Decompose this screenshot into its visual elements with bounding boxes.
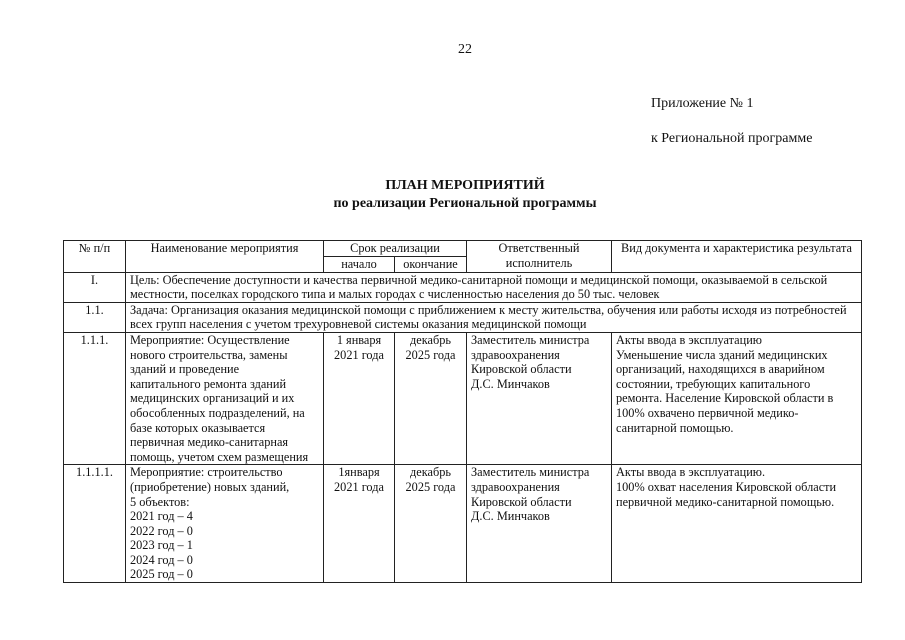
text-line: Уменьшение числа зданий медицинских (616, 347, 828, 362)
text-line: декабрь (410, 465, 451, 480)
end-date (395, 332, 467, 464)
header-responsible: Ответственный исполнитель (467, 241, 612, 273)
text-line: Кировской области (471, 362, 572, 377)
header-start: начало (324, 257, 395, 273)
text-line: декабрь (410, 332, 451, 347)
text-line: 1января (338, 465, 380, 480)
table-row (64, 465, 862, 583)
page-number: 22 (458, 42, 472, 57)
header-result: Вид документа и характеристика результата (612, 241, 862, 273)
text-line: Акты ввода в эксплуатацию. (616, 465, 766, 480)
header-name: Наименование мероприятия (126, 241, 324, 273)
text-line: 5 объектов: (130, 494, 190, 509)
row-num: I. (64, 272, 126, 302)
text-line: Д.С. Минчаков (471, 376, 550, 391)
text-line: Заместитель министра (471, 332, 590, 347)
result (612, 465, 862, 583)
result (612, 332, 862, 464)
responsible (467, 332, 612, 464)
appendix-subtitle: к Региональной программе (651, 131, 813, 146)
text-line: 1 января (336, 332, 382, 347)
text-line: здравоохранения (471, 479, 560, 494)
text-line: здравоохранения (471, 347, 560, 362)
header-num: № п/п (64, 241, 126, 273)
text-line: 2023 год – 1 (130, 538, 193, 553)
text-line: Кировской области (471, 494, 572, 509)
text-line: 2021 года (334, 479, 384, 494)
title-line-1: ПЛАН МЕРОПРИЯТИЙ (385, 178, 545, 193)
text-line: медицинских организаций и их (130, 391, 295, 406)
row-num: 1.1. (64, 302, 126, 332)
header-term: Срок реализации (324, 241, 467, 257)
text-line: (приобретение) новых зданий, (130, 479, 290, 494)
text-line: 2025 года (405, 479, 456, 494)
appendix-label: Приложение № 1 (651, 96, 754, 111)
text-line: Д.С. Минчаков (471, 509, 550, 524)
start-date (324, 465, 395, 583)
text-line: Заместитель министра (471, 465, 590, 480)
row-num: 1.1.1.1. (64, 465, 126, 583)
text-line: первичной медико-санитарной помощью. (616, 494, 835, 509)
text-line: организаций, находящихся в аварийном (616, 362, 825, 377)
text-line: 100% охвачено первичной медико- (616, 405, 799, 420)
text-line: капитального ремонта зданий (130, 376, 287, 391)
responsible (467, 465, 612, 583)
title-line-2: по реализации Региональной программы (333, 196, 597, 211)
plan-table (63, 240, 862, 583)
text-line: 100% охват населения Кировской области (616, 479, 837, 494)
text-line: 2021 года (334, 347, 384, 362)
text-line: обособленных подразделений, на (130, 405, 305, 420)
row-num: 1.1.1. (64, 332, 126, 464)
text-line: помощь, учетом схем размещения (130, 449, 309, 464)
document-title (0, 177, 905, 213)
text-line: 2025 год – 0 (130, 567, 193, 582)
text-line: зданий и проведение (130, 362, 240, 377)
text-line: состоянии, требующих капитального (616, 376, 811, 391)
text-line: 2025 года (405, 347, 456, 362)
table-row (64, 272, 862, 302)
text-line: 2021 год – 4 (130, 509, 193, 524)
end-date (395, 465, 467, 583)
table-row (64, 302, 862, 332)
activity-name (126, 465, 324, 583)
start-date (324, 332, 395, 464)
goal-text: Цель: Обеспечение доступности и качества первичной медико-санитарной помощи и медицинской помощи, оказываемой в сельской местности, поселках городского типа и малых городах с численностью населения до 50 тыс. человек (126, 272, 862, 302)
text-line: Мероприятие: Осуществление (130, 332, 290, 347)
text-line: 2022 год – 0 (130, 523, 193, 538)
text-line: базе которых оказывается (130, 420, 266, 435)
text-line: санитарной помощью. (616, 420, 734, 435)
task-text: Задача: Организация оказания медицинской помощи с приближением к месту жительства, обучения или работы исходя из потребностей всех групп населения с учетом трехуровневой системы оказания медицинской помощи (126, 302, 862, 332)
header-end: окончание (395, 257, 467, 273)
header-row (64, 241, 862, 257)
text-line: Мероприятие: строительство (130, 465, 283, 480)
text-line: 2024 год – 0 (130, 552, 193, 567)
activity-name (126, 332, 324, 464)
text-line: ремонта. Население Кировской области в (616, 391, 834, 406)
text-line: Акты ввода в эксплуатацию (616, 332, 762, 347)
text-line: нового строительства, замены (130, 347, 288, 362)
table-row (64, 332, 862, 464)
text-line: первичная медико-санитарная (130, 435, 289, 450)
